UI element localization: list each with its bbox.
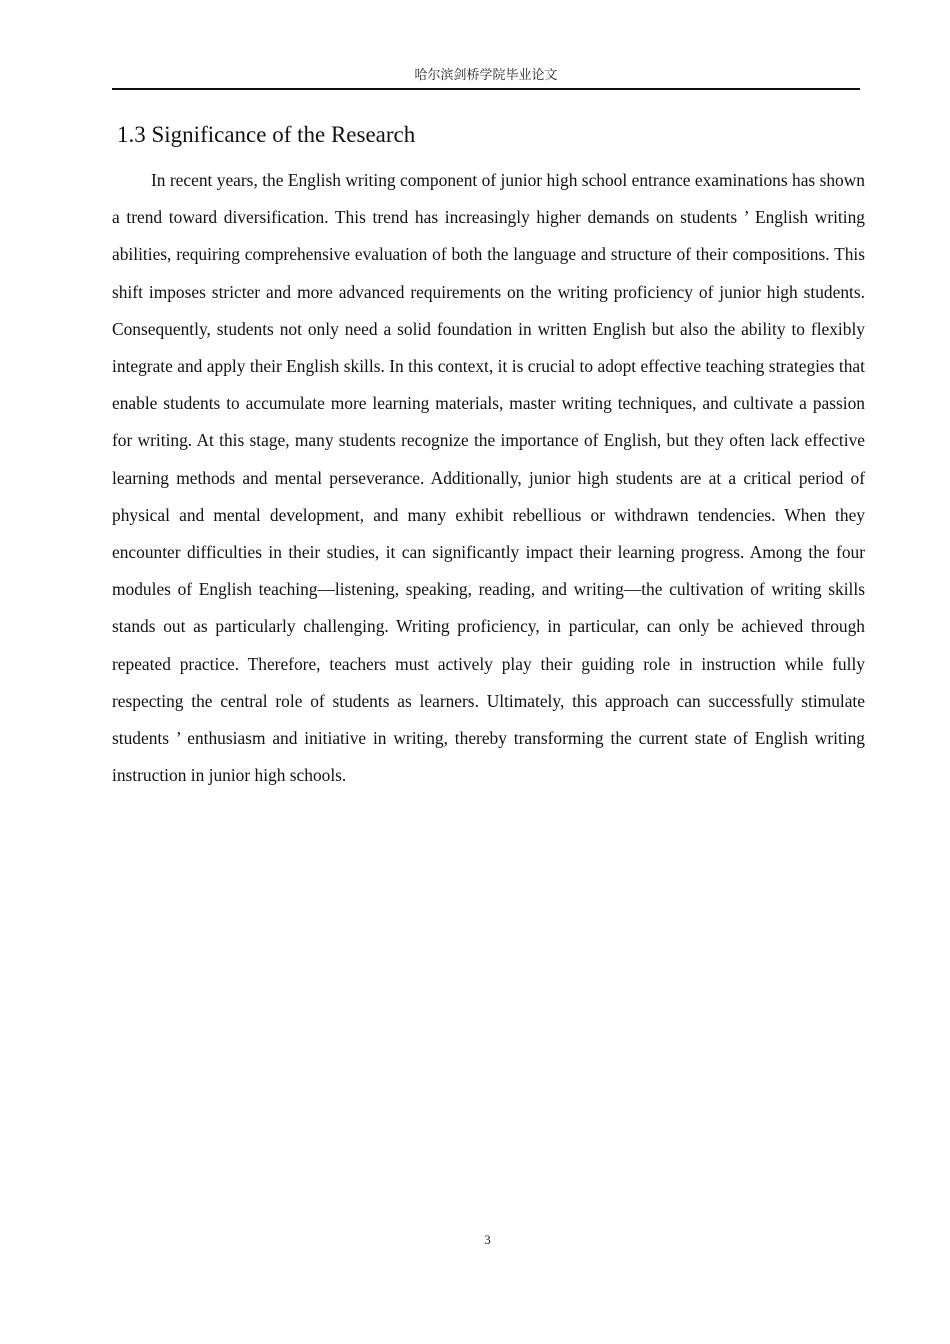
page-header-title: 哈尔滨剑桥学院毕业论文 — [414, 68, 558, 83]
header-divider — [112, 88, 860, 90]
body-paragraph: In recent years, the English writing component of junior high school entrance examinations has shown a trend toward diversification. This trend has increasingly higher demands on students ’ English writing abilities, requiring comprehensive evaluation of both the language and structure of their compositions. This shift imposes stricter and more advanced requirements on the writing proficiency of junior high students. Consequently, students not only need a solid foundation in written English but also the ability to flexibly integrate and apply their English skills. In this context, it is crucial to adopt effective teaching strategies that enable students to accumulate more learning materials, master writing techniques, and cultivate a passion for writing. At this stage, many students recognize the importance of English, but they often lack effective learning methods and mental perseverance. Additionally, junior high students are at a critical period of physical and mental development, and many exhibit rebellious or withdrawn tendencies. When they encounter difficulties in their studies, it can significantly impact their learning progress. Among the four modules of English teaching—listening, speaking, reading, and writing—the cultivation of writing skills stands out as particularly challenging. Writing proficiency, in particular, can only be achieved through repeated practice. Therefore, teachers must actively play their guiding role in instruction while fully respecting the central role of students as learners. Ultimately, this approach can successfully stimulate students ’ enthusiasm and initiative in writing, thereby transforming the current state of English writing instruction in junior high schools. — [112, 170, 865, 786]
page-number: 3 — [484, 1232, 491, 1247]
section-heading: 1.3 Significance of the Research — [117, 122, 416, 147]
